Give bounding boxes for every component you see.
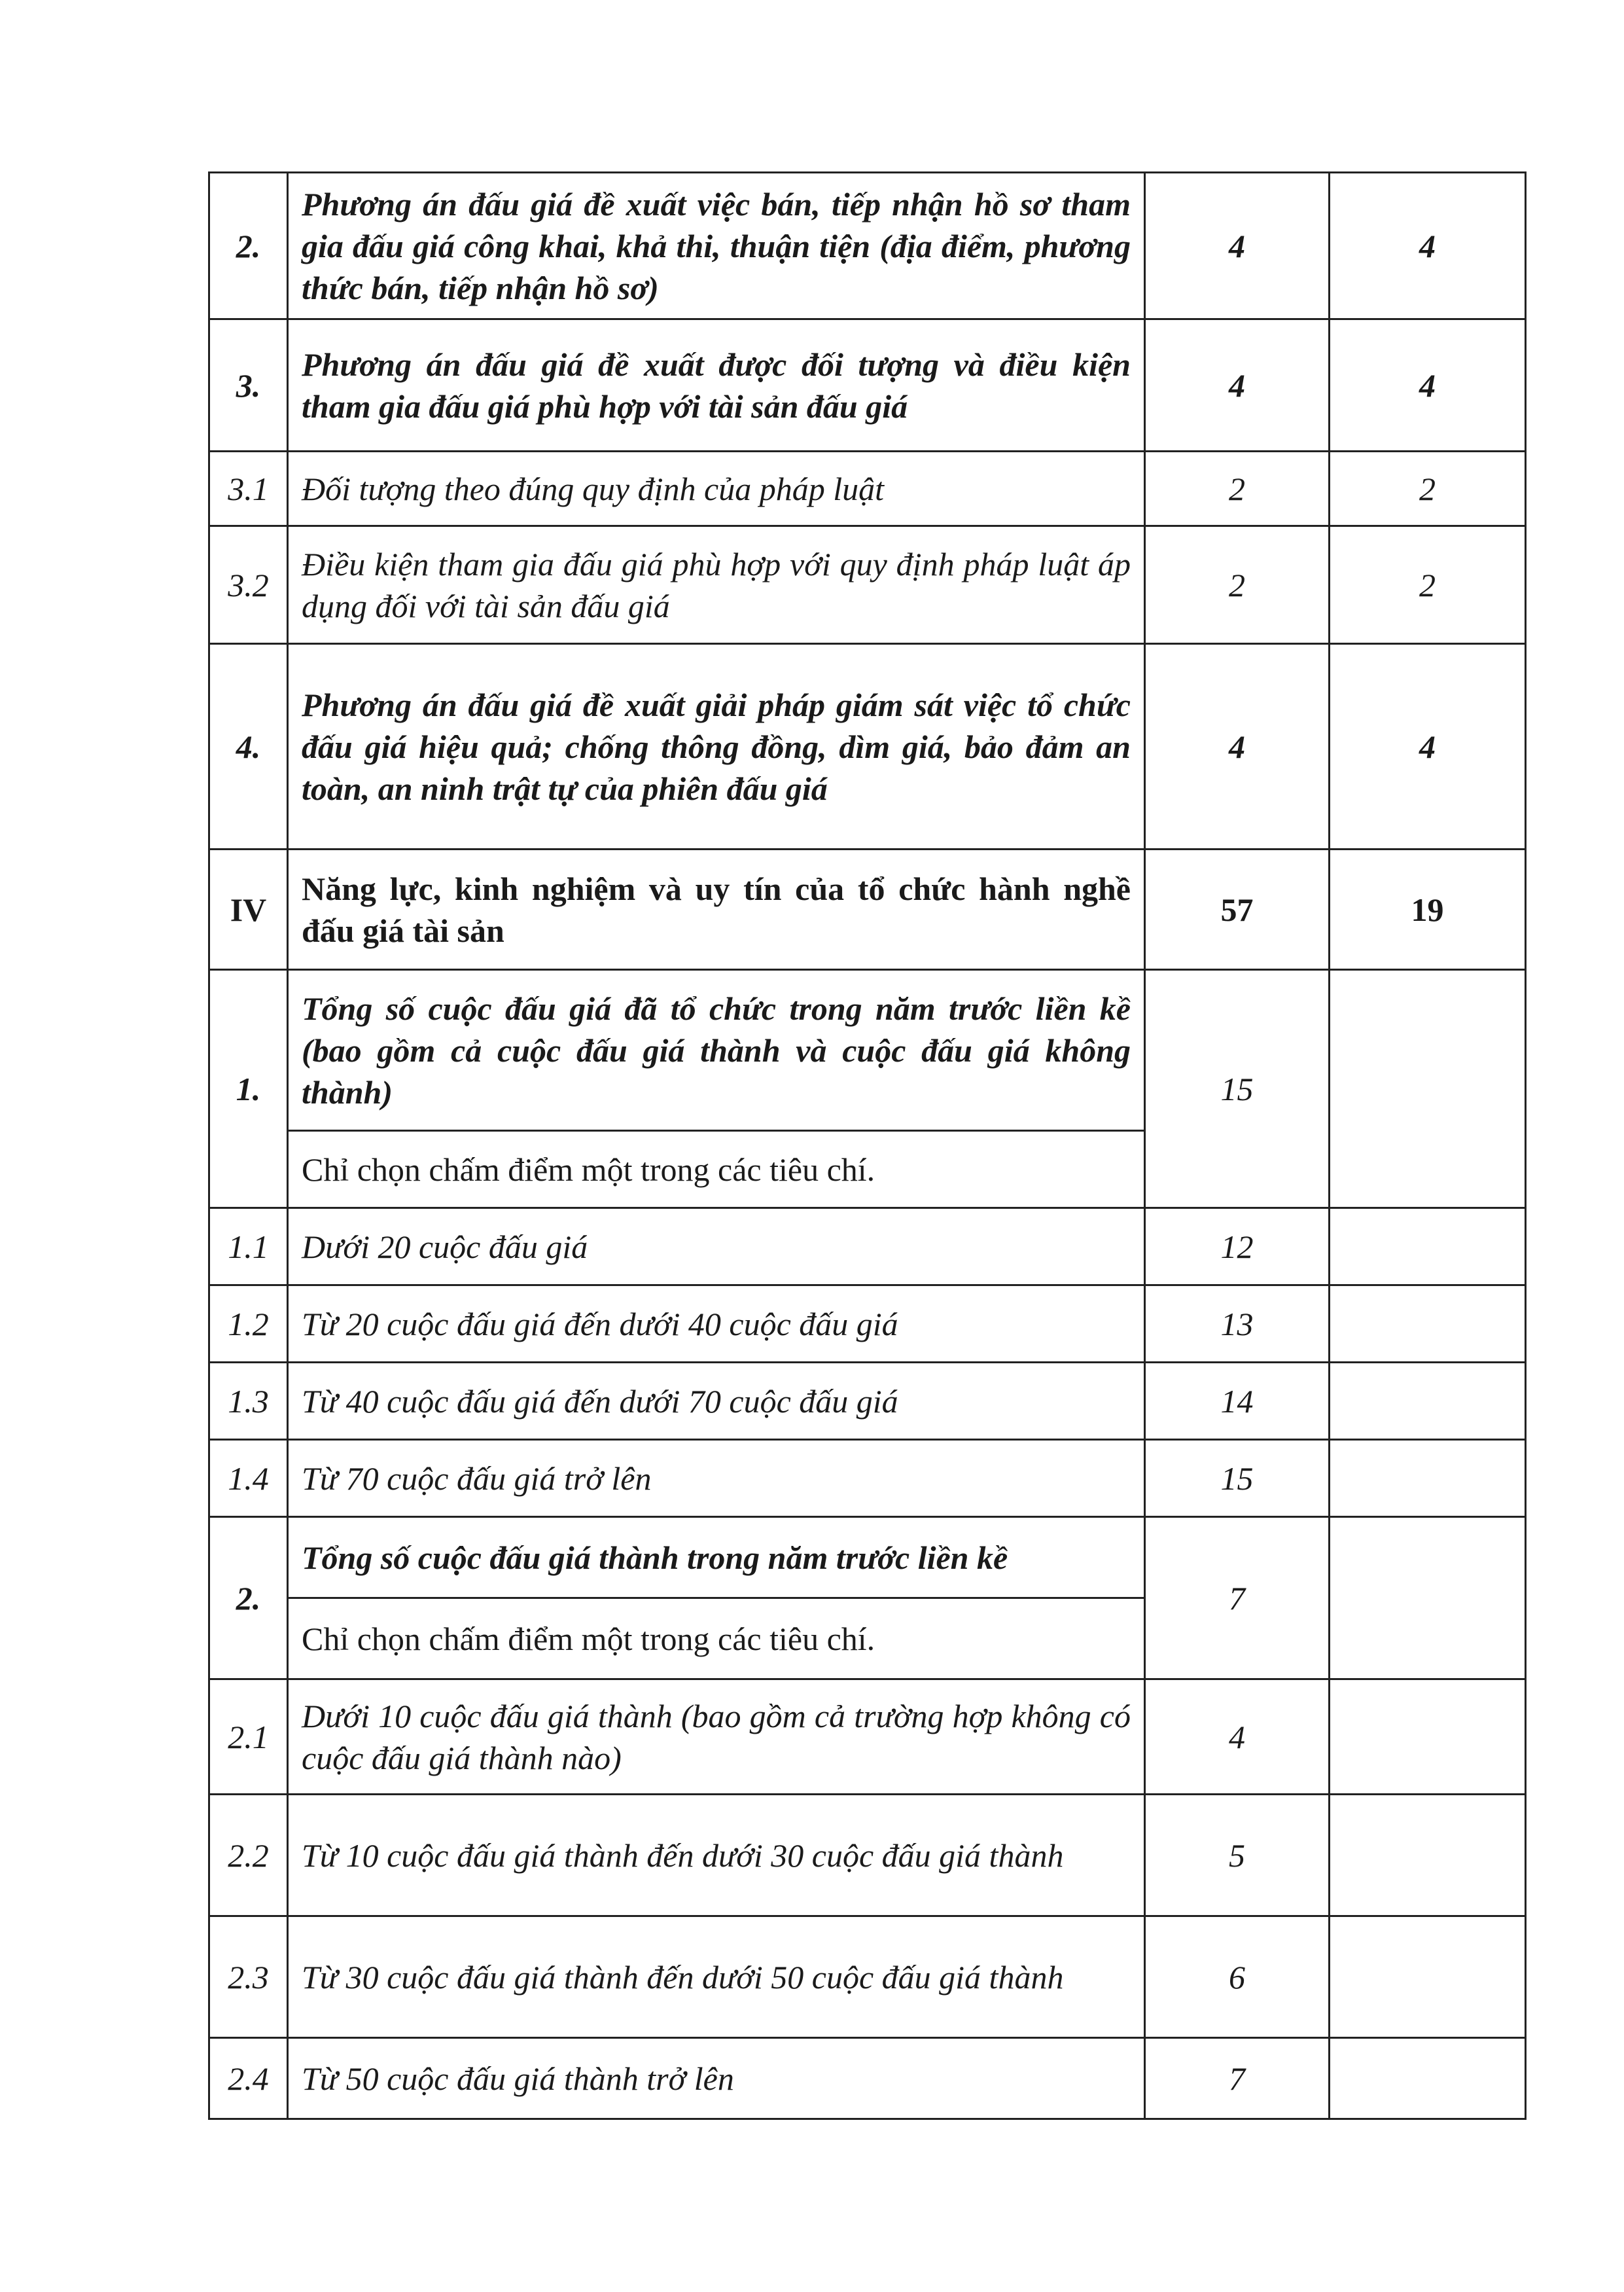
row-number: 3.1	[209, 452, 288, 526]
row-number: 1.2	[209, 1285, 288, 1363]
criterion-text: Từ 70 cuộc đấu giá trở lên	[288, 1440, 1145, 1517]
row-number: 2.4	[209, 2038, 288, 2119]
row-number: 4.	[209, 644, 288, 850]
criterion-text: Phương án đấu giá đề xuất giải pháp giám sát việc tổ chức đấu giá hiệu quả; chống thông đồng, dìm giá, bảo đảm an toàn, an ninh trật tự của phiên đấu giá	[288, 644, 1145, 850]
selection-note: Chỉ chọn chấm điểm một trong các tiêu chí.	[288, 1131, 1145, 1208]
row-number: 1.4	[209, 1440, 288, 1517]
criterion-text: Từ 30 cuộc đấu giá thành đến dưới 50 cuộc đấu giá thành	[288, 1916, 1145, 2038]
table-row	[209, 452, 1526, 526]
table-row	[209, 1440, 1526, 1517]
criterion-text: Tổng số cuộc đấu giá đã tổ chức trong năm trước liền kề (bao gồm cả cuộc đấu giá thành và cuộc đấu giá không thành)	[288, 970, 1145, 1131]
max-score: 7	[1145, 1517, 1330, 1679]
awarded-score	[1330, 1363, 1526, 1440]
awarded-score	[1330, 1208, 1526, 1285]
table-row	[209, 1679, 1526, 1795]
criterion-text: Điều kiện tham gia đấu giá phù hợp với quy định pháp luật áp dụng đối với tài sản đấu giá	[288, 526, 1145, 644]
criterion-text: Phương án đấu giá đề xuất được đối tượng và điều kiện tham gia đấu giá phù hợp với tài sản đấu giá	[288, 319, 1145, 452]
criterion-text: Từ 10 cuộc đấu giá thành đến dưới 30 cuộc đấu giá thành	[288, 1795, 1145, 1916]
criterion-text: Dưới 10 cuộc đấu giá thành (bao gồm cả trường hợp không có cuộc đấu giá thành nào)	[288, 1679, 1145, 1795]
awarded-score: 4	[1330, 173, 1526, 319]
section-number: IV	[209, 850, 288, 970]
max-score: 5	[1145, 1795, 1330, 1916]
table-row	[209, 1363, 1526, 1440]
table-row	[209, 850, 1526, 970]
criterion-text: Từ 40 cuộc đấu giá đến dưới 70 cuộc đấu giá	[288, 1363, 1145, 1440]
max-score: 12	[1145, 1208, 1330, 1285]
row-number: 2.	[209, 1517, 288, 1679]
row-number: 2.1	[209, 1679, 288, 1795]
awarded-score	[1330, 1679, 1526, 1795]
row-number: 3.	[209, 319, 288, 452]
awarded-score	[1330, 2038, 1526, 2119]
awarded-score: 2	[1330, 452, 1526, 526]
max-score: 57	[1145, 850, 1330, 970]
selection-note: Chỉ chọn chấm điểm một trong các tiêu chí.	[288, 1598, 1145, 1679]
awarded-score	[1330, 1795, 1526, 1916]
section-title: Năng lực, kinh nghiệm và uy tín của tổ chức hành nghề đấu giá tài sản	[288, 850, 1145, 970]
max-score: 4	[1145, 173, 1330, 319]
table-row	[209, 1517, 1526, 1598]
criterion-text: Phương án đấu giá đề xuất việc bán, tiếp nhận hồ sơ tham gia đấu giá công khai, khả thi, thuận tiện (địa điểm, phương thức bán, tiếp nhận hồ sơ)	[288, 173, 1145, 319]
awarded-score: 2	[1330, 526, 1526, 644]
max-score: 2	[1145, 526, 1330, 644]
max-score: 2	[1145, 452, 1330, 526]
table-row	[209, 1916, 1526, 2038]
row-number: 2.3	[209, 1916, 288, 2038]
awarded-score	[1330, 1285, 1526, 1363]
max-score: 15	[1145, 1440, 1330, 1517]
max-score: 14	[1145, 1363, 1330, 1440]
max-score: 4	[1145, 1679, 1330, 1795]
table-row	[209, 319, 1526, 452]
awarded-score: 19	[1330, 850, 1526, 970]
row-number: 1.1	[209, 1208, 288, 1285]
awarded-score	[1330, 1517, 1526, 1679]
scoring-table	[208, 171, 1527, 2120]
table-row	[209, 2038, 1526, 2119]
awarded-score: 4	[1330, 644, 1526, 850]
max-score: 6	[1145, 1916, 1330, 2038]
max-score: 4	[1145, 319, 1330, 452]
awarded-score	[1330, 970, 1526, 1208]
max-score: 7	[1145, 2038, 1330, 2119]
table-row	[209, 970, 1526, 1131]
row-number: 3.2	[209, 526, 288, 644]
row-number: 1.	[209, 970, 288, 1208]
table-row	[209, 644, 1526, 850]
table-row	[209, 1285, 1526, 1363]
criterion-text: Đối tượng theo đúng quy định của pháp luật	[288, 452, 1145, 526]
criterion-text: Từ 50 cuộc đấu giá thành trở lên	[288, 2038, 1145, 2119]
max-score: 15	[1145, 970, 1330, 1208]
criterion-text: Tổng số cuộc đấu giá thành trong năm trước liền kề	[288, 1517, 1145, 1598]
table-row	[209, 1208, 1526, 1285]
row-number: 2.	[209, 173, 288, 319]
row-number: 1.3	[209, 1363, 288, 1440]
max-score: 4	[1145, 644, 1330, 850]
criterion-text: Từ 20 cuộc đấu giá đến dưới 40 cuộc đấu giá	[288, 1285, 1145, 1363]
awarded-score: 4	[1330, 319, 1526, 452]
criterion-text: Dưới 20 cuộc đấu giá	[288, 1208, 1145, 1285]
row-number: 2.2	[209, 1795, 288, 1916]
awarded-score	[1330, 1916, 1526, 2038]
awarded-score	[1330, 1440, 1526, 1517]
max-score: 13	[1145, 1285, 1330, 1363]
table-row	[209, 1795, 1526, 1916]
table-row	[209, 526, 1526, 644]
table-row	[209, 173, 1526, 319]
